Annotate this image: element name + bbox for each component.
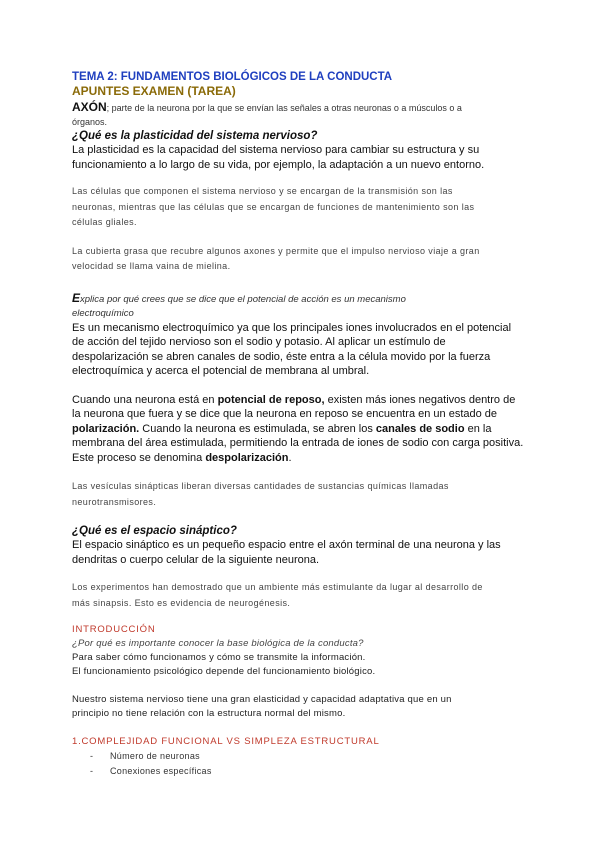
complexity-heading: 1.COMPLEJIDAD FUNCIONAL VS SIMPLEZA ESTRUCTURAL: [72, 736, 380, 747]
plasticity-answer: La plasticidad es la capacidad del sistema nervioso para cambiar su estructura y su funcionamiento a lo largo de su vida, por ejemplo, la adaptación a un nuevo entorno.: [72, 144, 485, 171]
intro-heading: INTRODUCCIÓN: [72, 624, 156, 635]
list-item: - Número de neuronas: [90, 751, 200, 761]
complexity-list: [72, 749, 532, 779]
document-title: TEMA 2: FUNDAMENTOS BIOLÓGICOS DE LA CONDUCTA: [72, 71, 393, 83]
resting-potential-paragraph: Cuando una neurona está en potencial de reposo, existen más iones negativos dentro de la neurona que fuera y se dice que la neurona en reposo se encuentra en un estado de polarización. Cuando la neurona es estimulada, se abren los canales de sodio en la membrana del área estimulada, permitiendo la entrada de iones de sodio con carga positiva. Este proceso se denomina despolarización.: [72, 393, 524, 464]
synaptic-answer: El espacio sináptico es un pequeño espacio entre el axón terminal de una neurona y las dendritas o cuerpo celular de la siguiente neurona.: [72, 539, 501, 566]
cells-paragraph: Las células que componen el sistema nervioso y se encargan de la transmisión son las neuronas, mientras que las células que se encargan de funciones de mantenimiento son las células gliales.: [72, 186, 475, 227]
list-item: - Conexiones específicas: [90, 766, 212, 776]
action-potential-question: Explica por qué crees que se dice que el potencial de acción es un mecanismo electroquímico: [72, 290, 406, 319]
axon-term: AXÓN: [72, 100, 107, 114]
plasticity-question: ¿Qué es la plasticidad del sistema nervioso?: [72, 130, 318, 142]
intro-answer: Para saber cómo funcionamos y cómo se transmite la información. El funcionamiento psicológico depende del funcionamiento biológico.: [72, 652, 376, 677]
synaptic-question: ¿Qué es el espacio sináptico?: [72, 525, 237, 537]
vesicles-paragraph: Las vesículas sinápticas liberan diversas cantidades de sustancias químicas llamadas neurotransmisores.: [72, 481, 449, 507]
experiments-paragraph: Los experimentos han demostrado que un ambiente más estimulante da lugar al desarrollo de más sinapsis. Esto es evidencia de neurogénesis.: [72, 582, 483, 608]
myelin-paragraph: La cubierta grasa que recubre algunos axones y permite que el impulso nervioso viaje a gran velocidad se llama vaina de mielina.: [72, 245, 480, 271]
elasticity-paragraph: Nuestro sistema nervioso tiene una gran elasticidad y capacidad adaptativa que en un principio no tiene relación con la estructura normal del mismo.: [72, 694, 452, 719]
document-content: [72, 70, 532, 779]
axon-definition: AXÓN; parte de la neurona por la que se envían las señales a otras neuronas o a músculos o a órganos.: [72, 100, 462, 127]
intro-question: ¿Por qué es importante conocer la base biológica de la conducta?: [72, 638, 364, 649]
action-potential-answer: Es un mecanismo electroquímico ya que los principales iones involucrados en el potencial de acción del tejido nervioso son el sodio y potasio. Al aplicar un estímulo de despolarización se abren canales de sodio, éste entra a la célula movido por la fuerza electroquímica y acerca el potencial de membrana al umbral.: [72, 321, 512, 377]
document-subtitle: APUNTES EXAMEN (TAREA): [72, 84, 236, 98]
